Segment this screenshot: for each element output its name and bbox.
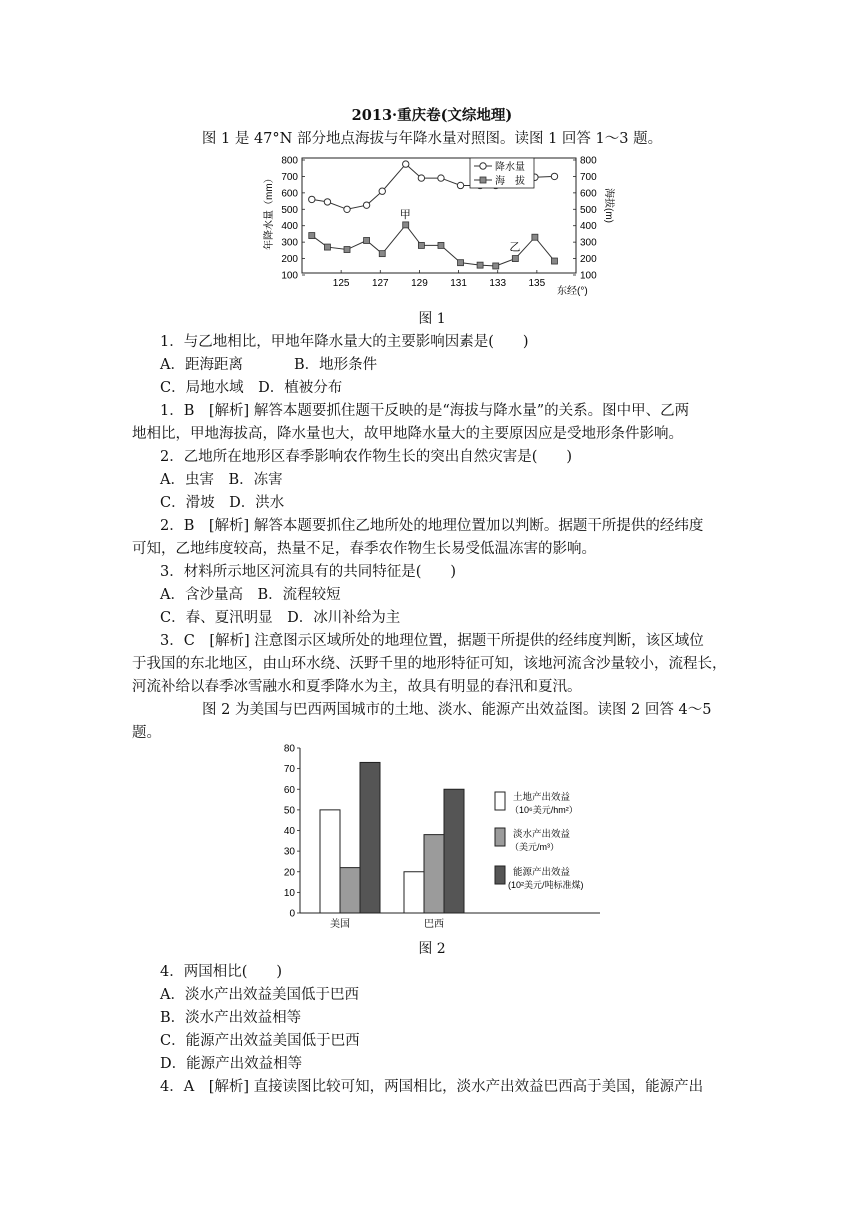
y-tick-label-left: 400 xyxy=(281,221,298,233)
left-axis-label: 年降水量（mm） xyxy=(264,173,275,250)
y-tick-label-left: 600 xyxy=(281,188,298,200)
q1-answer-line2: 地相比，甲地海拔高，降水量也大，故甲地降水量大的主要原因应是受地形条件影响。 xyxy=(132,426,683,442)
elevation-point xyxy=(532,234,538,240)
x-tick-label: 131 xyxy=(450,278,467,289)
legend-land: 土地产出效益 xyxy=(513,792,571,803)
land-bar xyxy=(320,810,340,913)
elevation-point xyxy=(477,262,483,268)
y-tick-label-right: 300 xyxy=(580,237,597,249)
y-tick-label-right: 600 xyxy=(580,188,597,200)
precip-point xyxy=(418,175,424,181)
y-tick-label: 30 xyxy=(283,846,295,858)
mark-yi: 乙 xyxy=(509,241,521,254)
figure2-caption: 图 2 xyxy=(418,941,446,957)
y-ticks xyxy=(284,744,300,920)
q4-answer-prefix: 4．A xyxy=(160,1079,209,1095)
document-title: 2013·重庆卷(文综地理) xyxy=(351,107,513,124)
q3-answer-line3: 河流补给以春季冰雪融水和夏季降水为主，故具有明显的春汛和夏汛。 xyxy=(132,679,582,695)
y-tick-label: 10 xyxy=(283,887,295,899)
q1-answer-prefix: 1．B xyxy=(160,403,209,419)
x-tick-label: 133 xyxy=(489,278,507,289)
precip-point xyxy=(551,173,557,179)
q3-answer-line1 xyxy=(132,629,760,653)
x-tick-label: 125 xyxy=(332,278,350,289)
q1-answer-tag: [解析] xyxy=(208,403,250,419)
x-axis-label: 东经(°) xyxy=(557,286,588,297)
figure2-intro-line1: 图 2 为美国与巴西两国城市的土地、淡水、能源产出效益图。读图 2 回答 4～5 xyxy=(202,702,712,718)
y-tick-label-right: 800 xyxy=(580,155,597,167)
y-tick-label-left: 300 xyxy=(281,237,298,249)
legend-elev: 海 拔 xyxy=(495,176,525,187)
q1-options-cd: C．局地水域 D．植被分布 xyxy=(160,380,343,396)
precip-point xyxy=(457,182,463,188)
legend-circle-icon xyxy=(480,163,486,169)
figure2-intro-line2: 题。 xyxy=(132,725,161,741)
elevation-point xyxy=(309,233,315,239)
q4-opt-c: C．能源产出效益美国低于巴西 xyxy=(160,1033,360,1049)
precip-point xyxy=(309,196,315,202)
y-tick-label-left: 800 xyxy=(281,155,298,167)
figure1-chart xyxy=(262,150,612,300)
legend-precip: 降水量 xyxy=(495,162,525,173)
y-tick-label: 70 xyxy=(283,764,295,776)
category-brazil: 巴西 xyxy=(424,919,444,930)
q4-opt-a: A．淡水产出效益美国低于巴西 xyxy=(160,987,359,1003)
q1-stem: 1．与乙地相比，甲地年降水量大的主要影响因素是( ) xyxy=(160,334,529,350)
y-tick-label-right: 400 xyxy=(580,221,597,233)
q4-opt-d: D．能源产出效益相等 xyxy=(160,1056,303,1072)
elevation-point xyxy=(379,251,385,257)
category-usa: 美国 xyxy=(330,919,350,930)
q3-stem: 3．材料所示地区河流具有的共同特征是( ) xyxy=(160,564,457,580)
y-tick-label: 40 xyxy=(283,826,295,837)
q4-opt-b: B．淡水产出效益相等 xyxy=(160,1010,302,1026)
legend-water: 淡水产出效益 xyxy=(513,829,571,840)
q4-answer-tag: [解析] xyxy=(208,1079,250,1095)
figure2-chart xyxy=(270,738,610,933)
x-tick-label: 135 xyxy=(528,278,546,289)
q3-options-ab: A．含沙量高 B．流程较短 xyxy=(160,587,341,603)
elevation-point xyxy=(364,238,370,244)
elevation-point xyxy=(493,263,499,269)
q2-answer-prefix: 2．B xyxy=(160,518,209,534)
y-tick-label-left: 100 xyxy=(281,270,298,282)
mark-jia: 甲 xyxy=(399,208,411,221)
q2-answer-text1: 解答本题要抓住乙地所处的地理位置加以判断。据题干所提供的经纬度 xyxy=(249,518,704,534)
precip-point xyxy=(438,175,444,181)
q2-stem: 2．乙地所在地形区春季影响农作物生长的突出自然灾害是( ) xyxy=(160,449,573,465)
legend-square-icon xyxy=(480,177,486,183)
y-tick-label-left: 700 xyxy=(281,171,298,183)
y-tick-label: 20 xyxy=(283,867,295,879)
right-y-ticks xyxy=(573,156,597,282)
figure1-intro: 图 1 是 47°N 部分地点海拔与年降水量对照图。读图 1 回答 1～3 题。 xyxy=(201,131,663,147)
energy-bar xyxy=(444,789,464,913)
left-y-ticks xyxy=(281,156,305,282)
q3-options-cd: C．春、夏汛明显 D．冰川补给为主 xyxy=(160,610,401,626)
figure1-caption: 图 1 xyxy=(418,311,446,327)
legend-land-swatch xyxy=(495,792,505,810)
precip-point xyxy=(324,199,330,205)
q3-answer-tag: [解析] xyxy=(209,633,250,649)
q3-answer-line2: 于我国的东北地区，由山环水绕、沃野千里的地形特征可知，该地河流含沙量较小，流程长， xyxy=(132,656,727,672)
precip-point xyxy=(363,202,369,208)
legend-water-swatch xyxy=(495,828,505,846)
legend-energy-unit: (10²美元/吨标准煤) xyxy=(508,880,584,890)
elevation-point xyxy=(403,222,409,228)
q2-answer-line1 xyxy=(132,514,760,538)
x-tick-label: 129 xyxy=(411,278,428,289)
elevation-point xyxy=(324,244,330,250)
q2-answer-line2: 可知，乙地纬度较高，热量不足，春季农作物生长易受低温冻害的影响。 xyxy=(132,541,596,557)
x-tick-label: 127 xyxy=(371,278,389,289)
legend-water-unit: （美元/m³） xyxy=(510,842,559,852)
y-tick-label: 0 xyxy=(289,908,295,920)
precip-point xyxy=(403,161,409,167)
bar-series xyxy=(320,762,464,913)
q4-answer-line1 xyxy=(132,1075,760,1099)
y-tick-label-right: 700 xyxy=(580,171,597,183)
q1-opt-b: B．地形条件 xyxy=(294,357,378,373)
elevation-point xyxy=(512,256,518,262)
precip-point xyxy=(344,206,350,212)
y-tick-label-right: 500 xyxy=(580,204,597,216)
land-bar xyxy=(404,872,424,913)
q1-options-ab xyxy=(132,353,760,377)
water-bar xyxy=(340,868,360,913)
q2-options-ab: A．虫害 B．冻害 xyxy=(160,472,283,488)
elevation-point xyxy=(458,260,464,266)
legend-energy: 能源产出效益 xyxy=(513,867,571,878)
right-axis-label: 海拔(m) xyxy=(603,188,614,223)
q2-answer-tag: [解析] xyxy=(208,518,250,534)
legend-energy-swatch xyxy=(495,866,505,884)
q1-opt-a: A．距海距离 xyxy=(160,357,243,373)
q4-stem: 4．两国相比( ) xyxy=(160,964,283,980)
q4-answer-text1: 直接读图比较可知，两国相比，淡水产出效益巴西高于美国，能源产出 xyxy=(249,1079,704,1095)
q1-answer-line1 xyxy=(132,399,760,423)
y-tick-label-left: 500 xyxy=(281,204,298,216)
y-tick-label: 50 xyxy=(283,805,295,817)
y-tick-label-left: 200 xyxy=(281,254,298,266)
q3-answer-prefix: 3．C xyxy=(160,633,210,649)
elevation-point xyxy=(551,258,557,264)
energy-bar xyxy=(360,762,380,913)
y-tick-label: 80 xyxy=(283,743,295,755)
elevation-point xyxy=(438,242,444,248)
y-tick-label-right: 100 xyxy=(580,270,597,282)
y-tick-label-right: 200 xyxy=(580,254,597,266)
precip-point xyxy=(379,188,385,194)
water-bar xyxy=(424,835,444,913)
elevation-point xyxy=(418,242,424,248)
q2-options-cd: C．滑坡 D．洪水 xyxy=(160,495,285,511)
q3-answer-text1: 注意图示区域所处的地理位置，据题干所提供的经纬度判断，该区域位 xyxy=(249,633,704,649)
elevation-point xyxy=(344,247,350,253)
legend-land-unit: （10⁶美元/hm²） xyxy=(510,805,578,815)
q1-answer-text1: 解答本题要抓住题干反映的是“海拔与降水量”的关系。图中甲、乙两 xyxy=(249,403,690,419)
y-tick-label: 60 xyxy=(283,784,295,796)
